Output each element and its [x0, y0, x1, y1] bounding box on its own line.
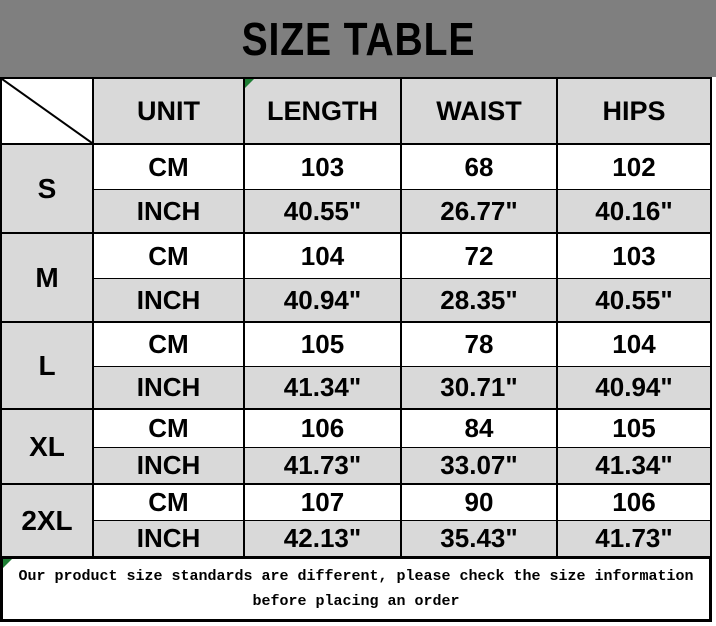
footer-note-line1: Our product size standards are different, please check the size information: [18, 568, 694, 585]
diagonal-header-cell: [2, 79, 94, 145]
size-label-m: M: [2, 234, 94, 323]
value-cell-xl-cm-length: 106: [245, 410, 402, 448]
unit-cell: INCH: [94, 367, 245, 410]
value-cell-m-inch-length: 40.94": [245, 279, 402, 323]
value-cell-m-cm-length: 104: [245, 234, 402, 279]
unit-cell: CM: [94, 323, 245, 367]
page-title: SIZE TABLE: [241, 12, 475, 65]
footer-note: [0, 556, 712, 622]
col-header-unit: UNIT: [94, 79, 245, 145]
value-cell-m-cm-hips: 103: [558, 234, 710, 279]
green-corner-marker-icon: [3, 559, 12, 568]
value-cell-s-cm-length: 103: [245, 145, 402, 190]
value-cell-l-inch-length: 41.34": [245, 367, 402, 410]
value-cell-2xl-cm-length: 107: [245, 485, 402, 521]
unit-cell: INCH: [94, 521, 245, 556]
value-cell-l-cm-hips: 104: [558, 323, 710, 367]
value-cell-l-inch-hips: 40.94": [558, 367, 710, 410]
value-cell-xl-inch-waist: 33.07": [402, 448, 558, 485]
value-cell-l-cm-length: 105: [245, 323, 402, 367]
value-cell-s-inch-waist: 26.77": [402, 190, 558, 234]
green-corner-marker-icon: [245, 79, 254, 88]
size-label-s: S: [2, 145, 94, 234]
value-cell-m-cm-waist: 72: [402, 234, 558, 279]
value-cell-s-cm-waist: 68: [402, 145, 558, 190]
title-banner: [0, 0, 716, 77]
value-cell-s-inch-hips: 40.16": [558, 190, 710, 234]
size-table: [0, 77, 712, 556]
value-cell-s-inch-length: 40.55": [245, 190, 402, 234]
value-cell-xl-cm-waist: 84: [402, 410, 558, 448]
size-label-xl: XL: [2, 410, 94, 485]
value-cell-l-cm-waist: 78: [402, 323, 558, 367]
value-cell-2xl-cm-waist: 90: [402, 485, 558, 521]
value-cell-2xl-cm-hips: 106: [558, 485, 710, 521]
value-cell-s-cm-hips: 102: [558, 145, 710, 190]
unit-cell: INCH: [94, 279, 245, 323]
value-cell-2xl-inch-hips: 41.73": [558, 521, 710, 556]
value-cell-m-inch-waist: 28.35": [402, 279, 558, 323]
unit-cell: INCH: [94, 190, 245, 234]
footer-note-line2: before placing an order: [252, 593, 460, 610]
value-cell-2xl-inch-waist: 35.43": [402, 521, 558, 556]
unit-cell: CM: [94, 410, 245, 448]
value-cell-xl-inch-length: 41.73": [245, 448, 402, 485]
size-label-l: L: [2, 323, 94, 410]
value-cell-2xl-inch-length: 42.13": [245, 521, 402, 556]
size-label-2xl: 2XL: [2, 485, 94, 556]
col-header-length: [245, 79, 402, 145]
col-header-waist: WAIST: [402, 79, 558, 145]
unit-cell: CM: [94, 485, 245, 521]
value-cell-xl-cm-hips: 105: [558, 410, 710, 448]
unit-cell: INCH: [94, 448, 245, 485]
value-cell-xl-inch-hips: 41.34": [558, 448, 710, 485]
unit-cell: CM: [94, 145, 245, 190]
diagonal-line: [2, 79, 92, 143]
value-cell-l-inch-waist: 30.71": [402, 367, 558, 410]
unit-cell: CM: [94, 234, 245, 279]
col-header-length-label: LENGTH: [267, 95, 378, 126]
value-cell-m-inch-hips: 40.55": [558, 279, 710, 323]
col-header-hips: HIPS: [558, 79, 710, 145]
